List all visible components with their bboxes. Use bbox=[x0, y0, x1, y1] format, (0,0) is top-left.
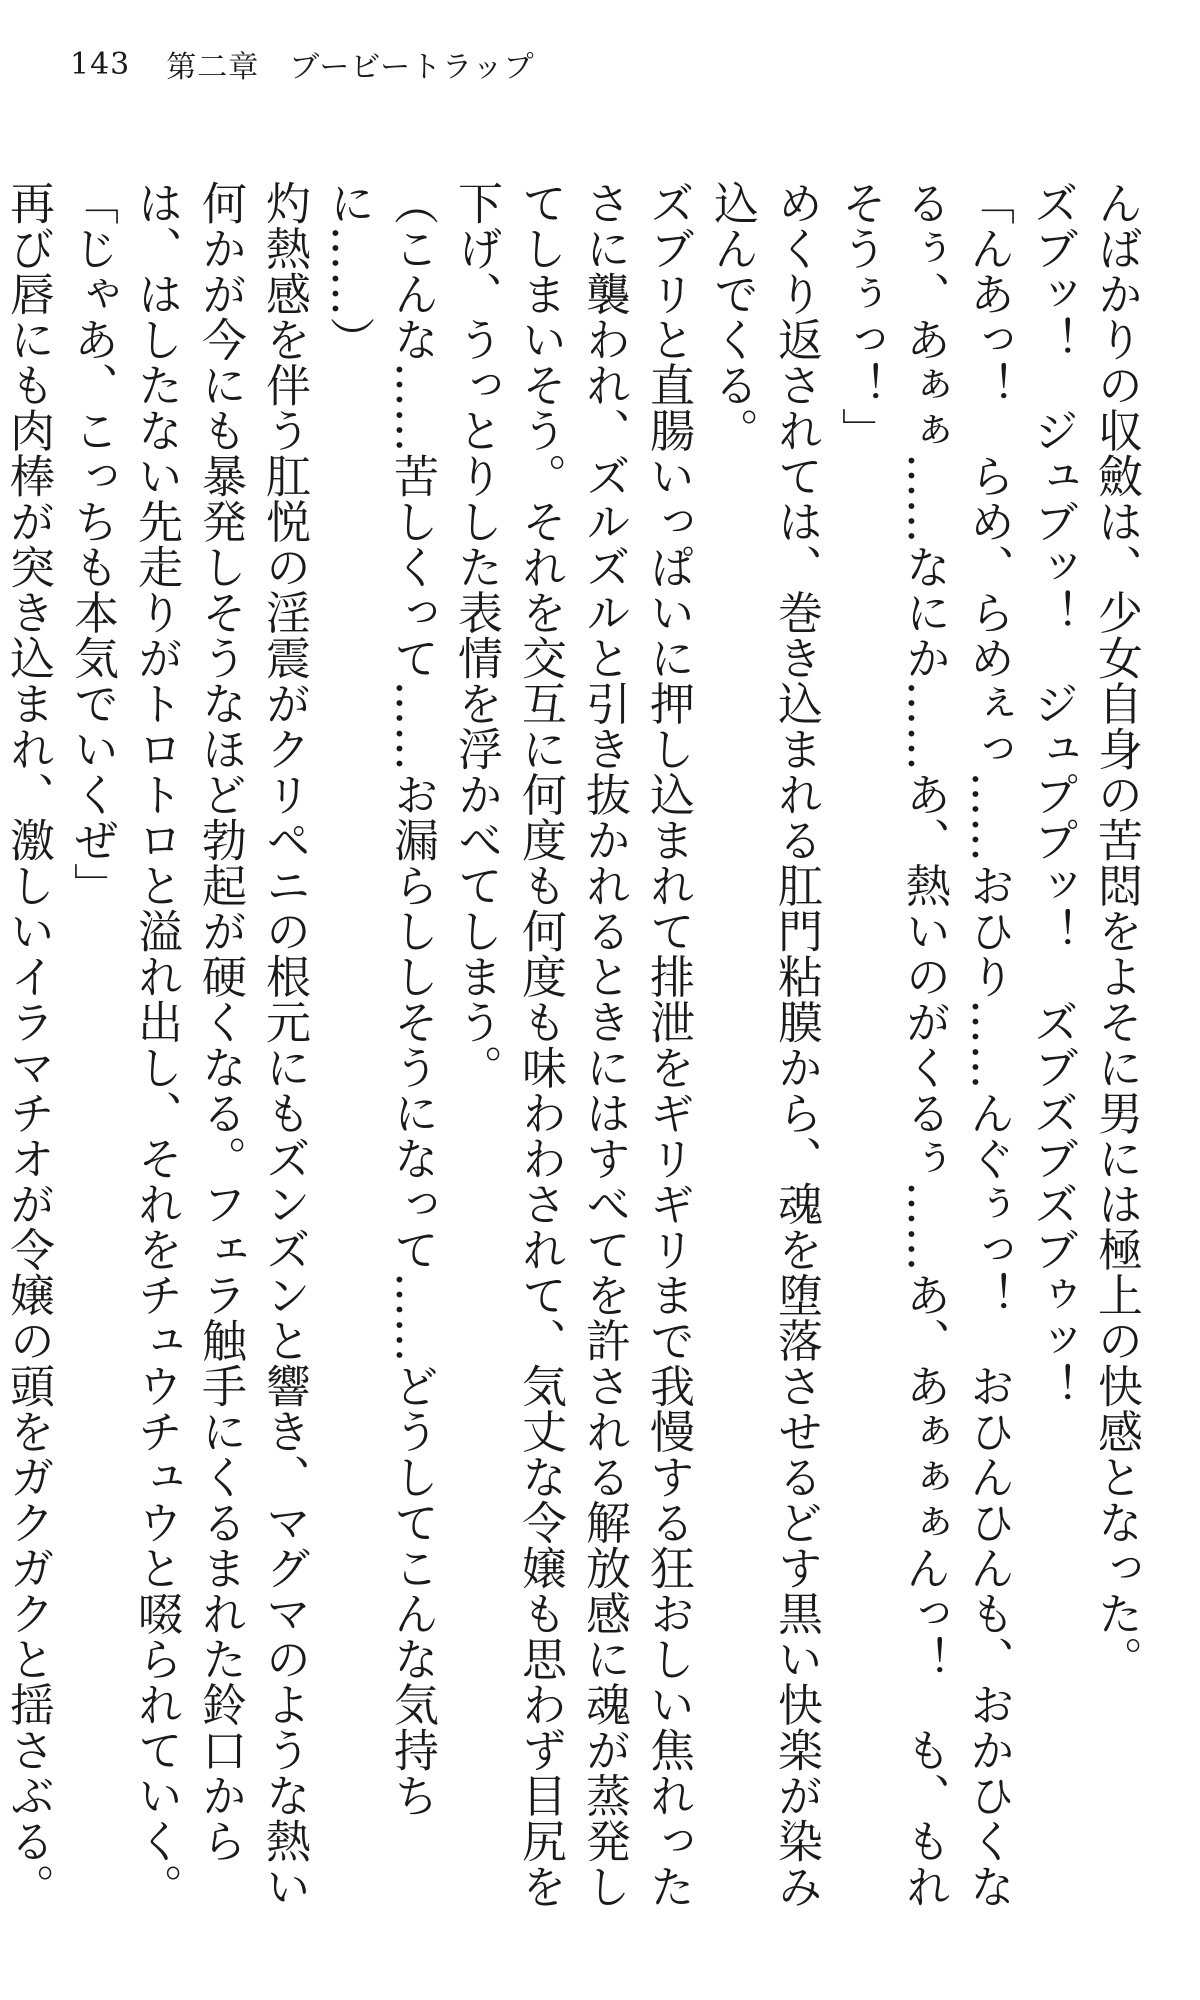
paragraph: （こんな……苦しくって……お漏らししそうになって……どうしてこんな気持ちに……） bbox=[322, 180, 439, 1818]
paragraph: 「じゃあ、こっちも本気でいくぜ」 bbox=[66, 180, 119, 908]
chapter-label: 第二章 bbox=[166, 50, 260, 85]
paragraph: ズブリと直腸いっぱいに押し込まれて排泄をギリギリまで我慢する狂おしい焦れったさに襲われ、ズルズルと引き抜かれるときにはすべてを許される解放感に魂が蒸発してしまいそう。それを交互に何度も何度も味わわされて、気丈な令嬢も思わず目尻を下げ、うっとりした表情を浮かべてしまう。 bbox=[450, 180, 695, 1909]
page-number: 143 bbox=[70, 46, 131, 82]
paragraph: んばかりの収斂は、少女自身の苦悶をよそに男には極上の快感となった。 bbox=[1090, 180, 1143, 1682]
paragraph: めくり返されては、巻き込まれる肛門粘膜から、魂を堕落させるどす黒い快楽が染み込んでくる。 bbox=[706, 180, 823, 1909]
paragraph: 「んあっ！ らめ、らめぇっ……おひり……んぐぅっ！ おひんひんも、おかひくなるぅ、あぁぁ……なにか……あ、熱いのがくるぅ……あ、あぁぁぁんっ！ も、もれそうぅっ！」 bbox=[834, 180, 1015, 1909]
paragraph: 灼熱感を伴う肛悦の淫震がクリペニの根元にもズンズンと響き、マグマのような熱い何かが今にも暴発しそうなほど勃起が硬くなる。フェラ触手にくるまれた鈴口からは、はしたない先走りがトロトロと溢れ出し、それをチュウチュウと啜られていく。 bbox=[130, 180, 311, 1909]
body-text bbox=[0, 180, 1148, 1950]
running-header bbox=[70, 40, 535, 88]
paragraph: 再び唇にも肉棒が突き込まれ、激しいイラマチオが令嬢の頭をガクガクと揺さぶる。 bbox=[2, 180, 55, 1909]
chapter-title: ブービートラップ bbox=[289, 50, 535, 85]
paragraph: ズブッ！ ジュブッ！ ジュププッ！ ズブズブズブゥッ！ bbox=[1026, 180, 1079, 1409]
